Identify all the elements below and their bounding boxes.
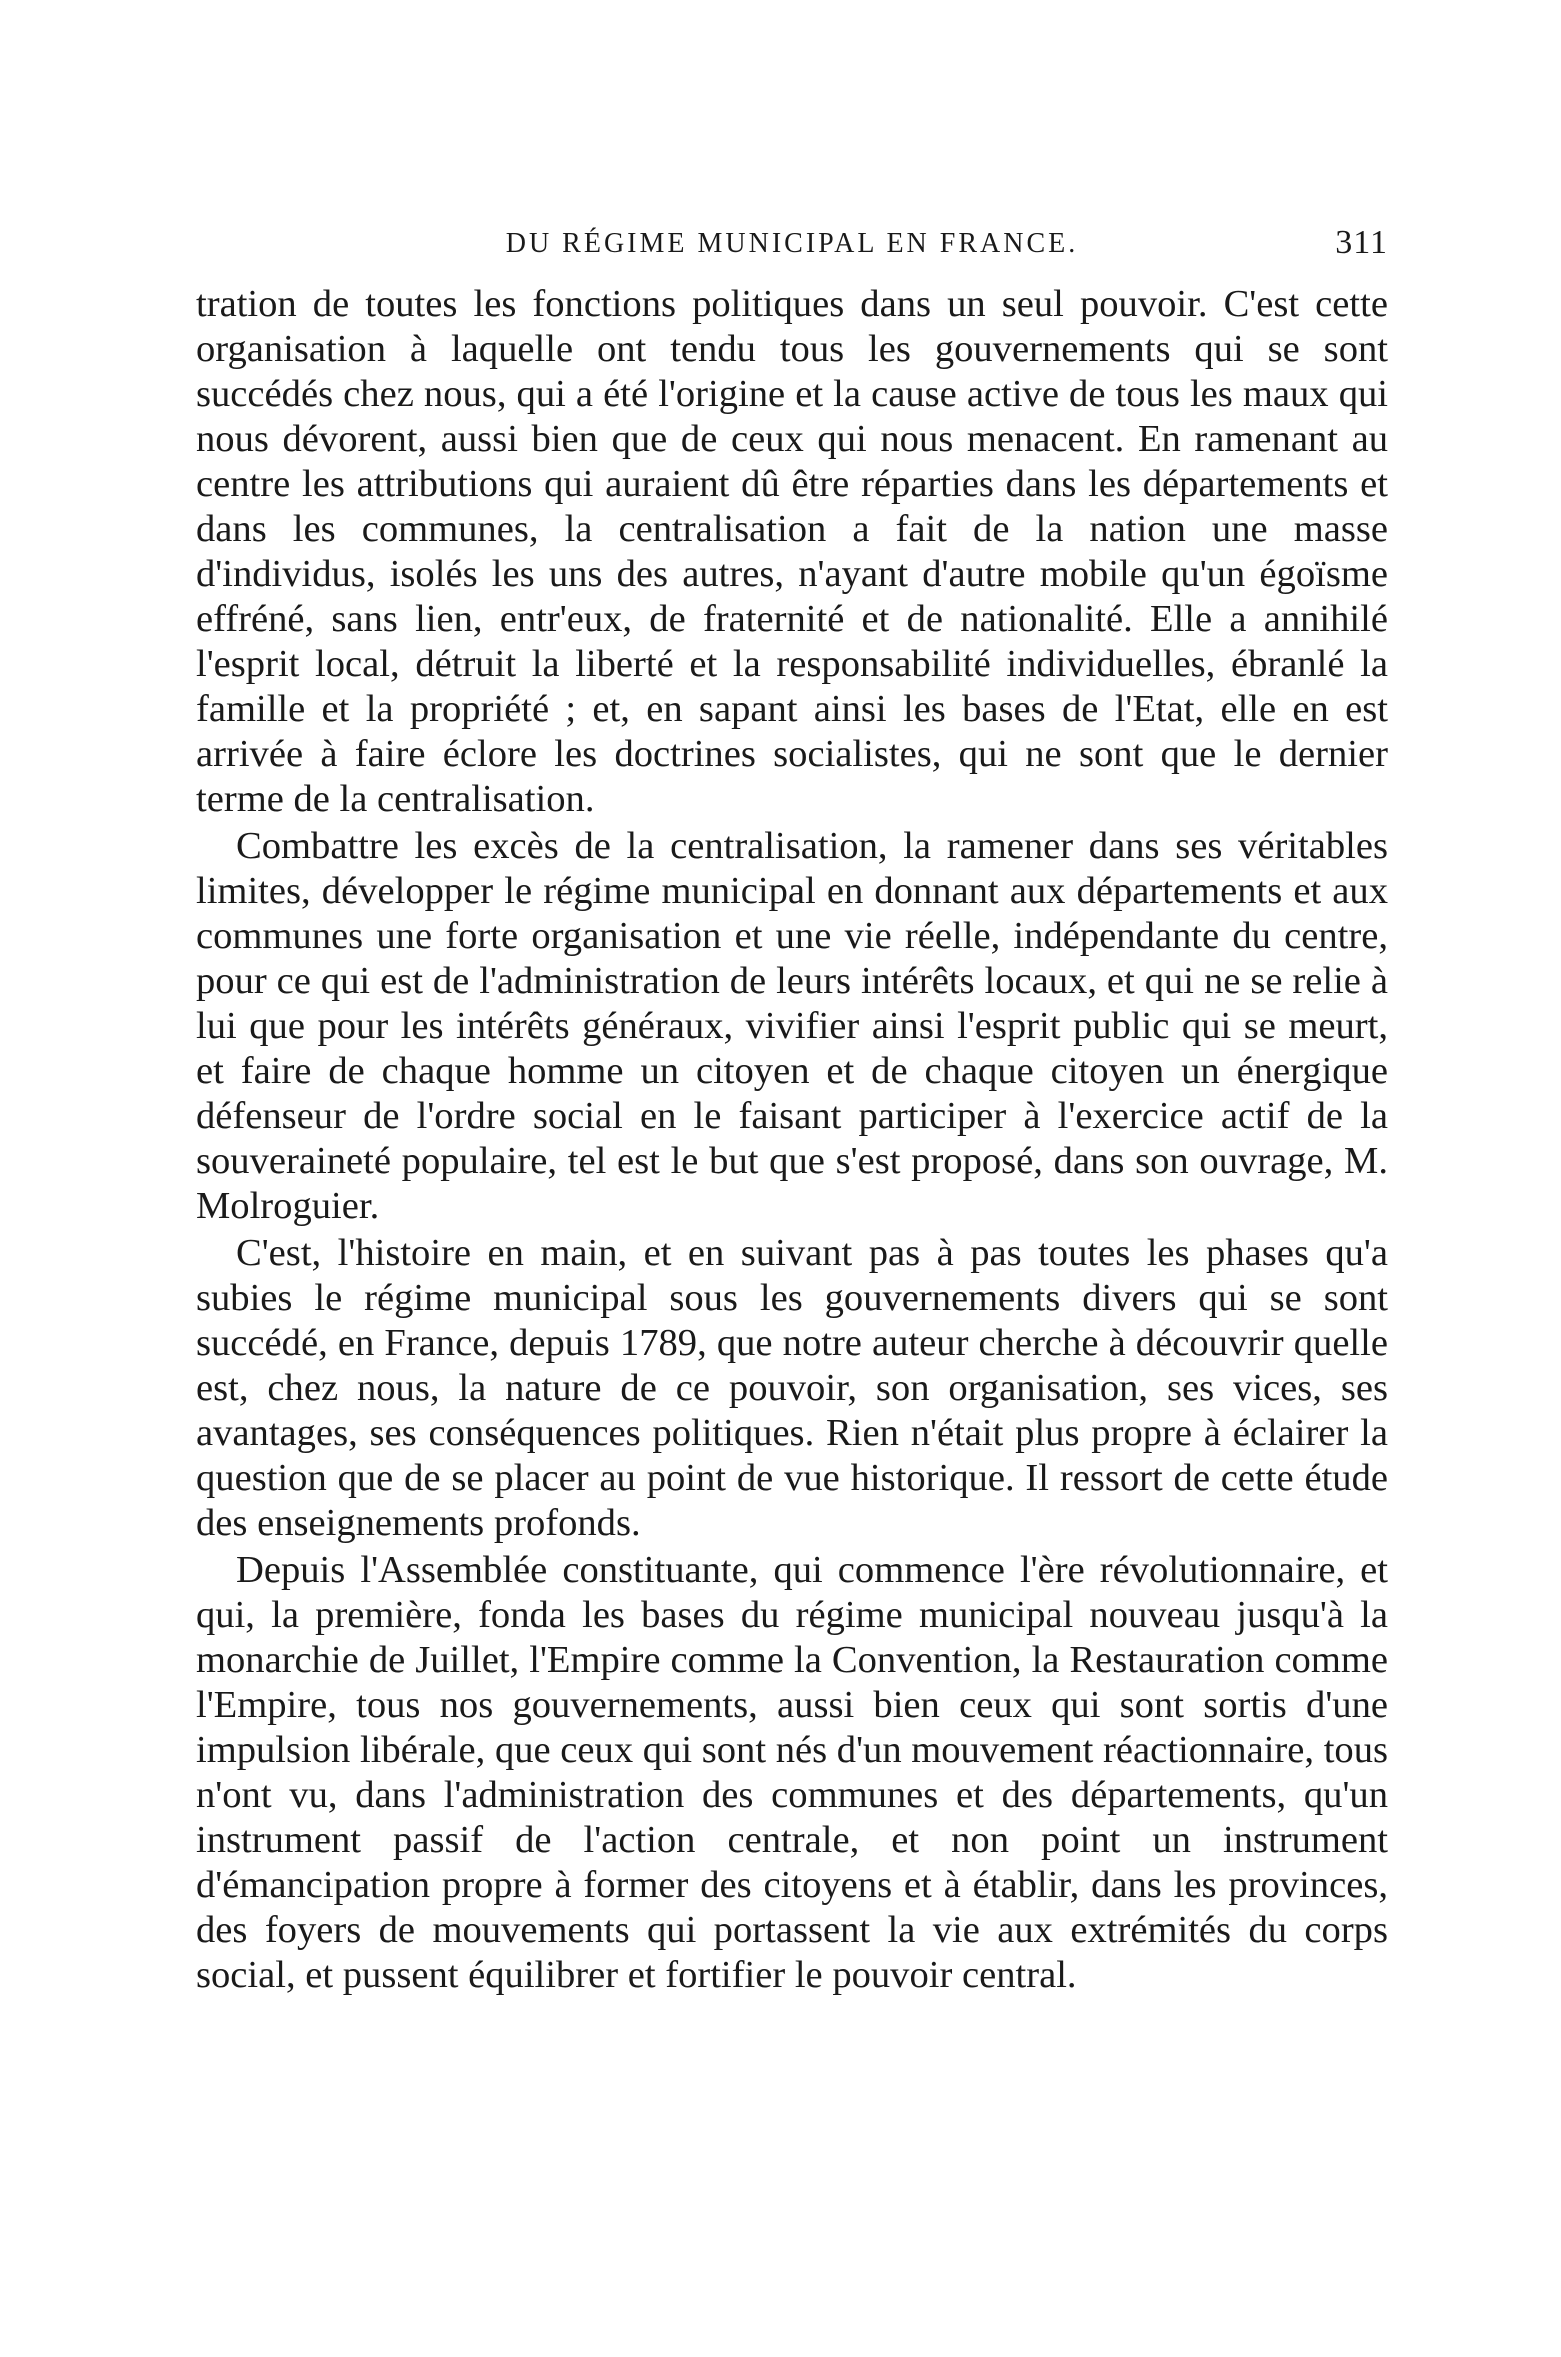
body-text [196, 282, 1388, 1998]
paragraph: Combattre les excès de la centralisation, la ramener dans ses véritables limites, développer le régime municipal en donnant aux départements et aux communes une forte organisation et une vie réelle, indépendante du centre, pour ce qui est de l'administration de leurs intérêts locaux, et qui ne se relie à lui que pour les intérêts généraux, vivifier ainsi l'esprit public qui se meurt, et faire de chaque homme un citoyen et de chaque citoyen un énergique défenseur de l'ordre social en le faisant participer à l'exercice actif de la souveraineté populaire, tel est le but que s'est proposé, dans son ouvrage, M. Molroguier. [196, 825, 1388, 1227]
paragraph: C'est, l'histoire en main, et en suivant pas à pas toutes les phases qu'a subies le régime municipal sous les gouvernements divers qui se sont succédé, en France, depuis 1789, que notre auteur cherche à découvrir quelle est, chez nous, la nature de ce pouvoir, son organisation, ses vices, ses avantages, ses conséquences politiques. Rien n'était plus propre à éclairer la question que de se placer au point de vue historique. Il ressort de cette étude des enseignements profonds. [196, 1232, 1388, 1544]
paragraph: Depuis l'Assemblée constituante, qui commence l'ère révolutionnaire, et qui, la première, fonda les bases du régime municipal nouveau jusqu'à la monarchie de Juillet, l'Empire comme la Convention, la Restauration comme l'Empire, tous nos gouvernements, aussi bien ceux qui sont sortis d'une impulsion libérale, que ceux qui sont nés d'un mouvement réactionnaire, tous n'ont vu, dans l'administration des communes et des départements, qu'un instrument passif de l'action centrale, et non point un instrument d'émancipation propre à former des citoyens et à établir, dans les provinces, des foyers de mouvements qui portassent la vie aux extrémités du corps social, et pussent équilibrer et fortifier le pouvoir central. [196, 1549, 1388, 1996]
paragraph-continued: tration de toutes les fonctions politiques dans un seul pouvoir. C'est cette organisation à laquelle ont tendu tous les gouvernements qui se sont succédés chez nous, qui a été l'origine et la cause active de tous les maux qui nous dévorent, aussi bien que de ceux qui nous menacent. En ramenant au centre les attributions qui auraient dû être réparties dans les départements et dans les communes, la centralisation a fait de la nation une masse d'individus, isolés les uns des autres, n'ayant d'autre mobile qu'un égoïsme effréné, sans lien, entr'eux, de fraternité et de nationalité. Elle a annihilé l'esprit local, détruit la liberté et la responsabilité individuelles, ébranlé la famille et la propriété ; et, en sapant ainsi les bases de l'Etat, elle en est arrivée à faire éclore les doctrines socialistes, qui ne sont que le dernier terme de la centralisation. [196, 283, 1388, 820]
book-page [196, 222, 1388, 1998]
page-number: 311 [1335, 224, 1388, 261]
running-title: DU RÉGIME MUNICIPAL EN FRANCE. [505, 228, 1079, 259]
running-head [196, 222, 1388, 270]
